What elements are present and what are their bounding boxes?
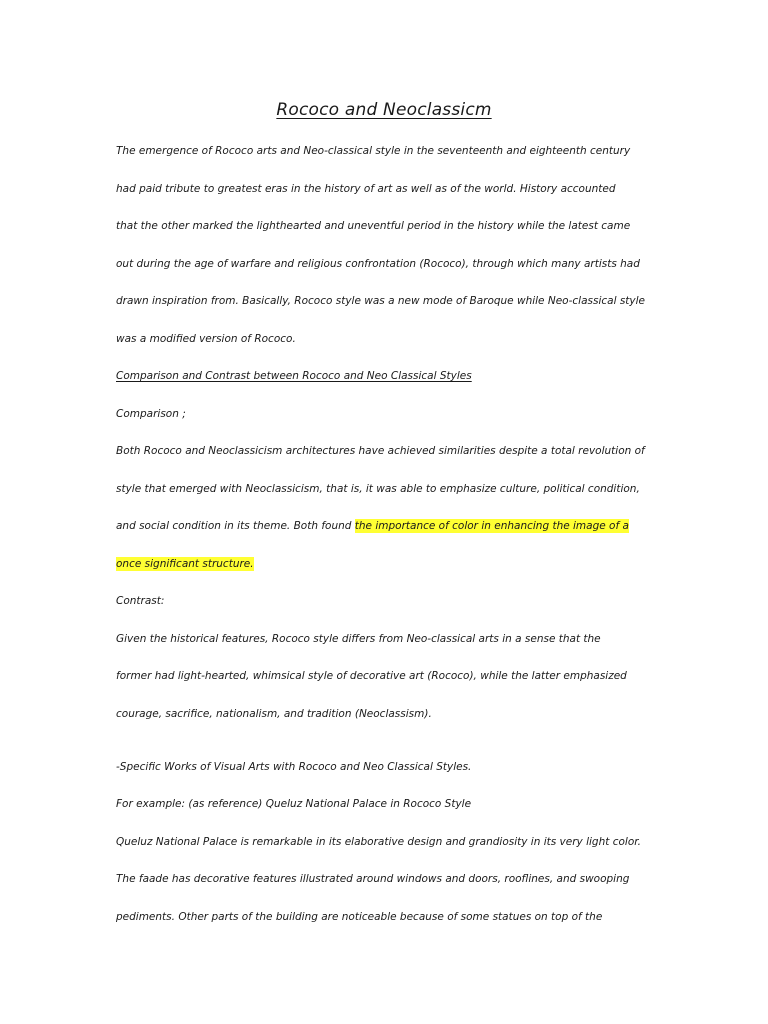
contrast-line-2: former had light-hearted, whimsical style of decorative art (Rococo), while the latter emphasized: [116, 670, 627, 682]
comparison-line-2: style that emerged with Neoclassicism, that is, it was able to emphasize culture, political condition,: [116, 483, 640, 495]
palace-line-1: Queluz National Palace is remarkable in its elaborative design and grandiosity in its very light color.: [116, 836, 641, 848]
intro-line-1: The emergence of Rococo arts and Neo-classical style in the seventeenth and eighteenth century: [116, 145, 631, 157]
comparison-line-4: [116, 557, 254, 571]
intro-line-2: had paid tribute to greatest eras in the history of art as well as of the world. History accounted: [116, 183, 616, 195]
document-title: Rococo and Neoclassicm: [276, 100, 492, 120]
contrast-line-1: Given the historical features, Rococo style differs from Neo-classical arts in a sense that the: [116, 633, 601, 645]
highlighted-text: the importance of color in enhancing the image of a: [354, 520, 629, 532]
comparison-line-3-text: and social condition in its theme. Both found: [116, 520, 355, 532]
contrast-line-3: courage, sacrifice, nationalism, and tradition (Neoclassism).: [116, 708, 432, 720]
contrast-label: Contrast:: [116, 595, 165, 607]
comparison-line-3: [116, 519, 629, 533]
palace-line-2: The faade has decorative features illustrated around windows and doors, rooflines, and swooping: [116, 873, 630, 885]
section-heading: Comparison and Contrast between Rococo and Neo Classical Styles: [116, 370, 472, 382]
intro-line-4: out during the age of warfare and religious confrontation (Rococo), through which many artists had: [116, 258, 640, 270]
comparison-line-1: Both Rococo and Neoclassicism architectures have achieved similarities despite a total revolution of: [116, 445, 645, 457]
comparison-label: Comparison ;: [116, 408, 186, 420]
palace-line-3: pediments. Other parts of the building are noticeable because of some statues on top of the: [116, 911, 603, 923]
works-heading: -Specific Works of Visual Arts with Rococo and Neo Classical Styles.: [116, 761, 472, 773]
highlighted-text-continued: once significant structure.: [116, 558, 254, 570]
intro-line-6: was a modified version of Rococo.: [116, 333, 296, 345]
example-line: For example: (as reference) Queluz National Palace in Rococo Style: [116, 798, 472, 810]
intro-line-5: drawn inspiration from. Basically, Rococo style was a new mode of Baroque while Neo-classical style: [116, 295, 646, 307]
intro-line-3: that the other marked the lighthearted and uneventful period in the history while the latest came: [116, 220, 631, 232]
